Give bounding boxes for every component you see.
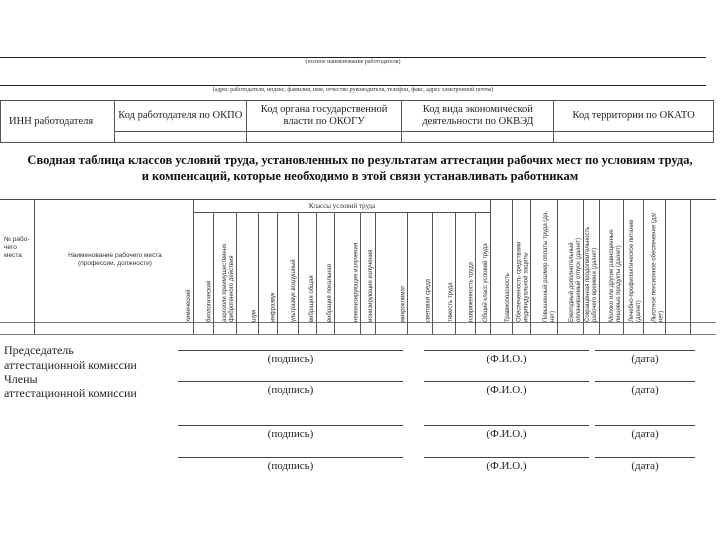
data-cell[interactable]	[455, 321, 475, 334]
date-line[interactable]	[595, 381, 695, 382]
data-cell[interactable]	[316, 321, 334, 334]
column-header-label: неионизирующие излучения	[353, 242, 359, 322]
employer-name-caption: (полное наименование работодателя)	[305, 59, 401, 65]
summary-table-data-row[interactable]	[0, 321, 716, 335]
column-header-label: биологический	[206, 280, 212, 322]
document-title	[0, 152, 720, 184]
column-header-label: Общий класс условий труда	[483, 243, 489, 322]
signature-caption: (подпись)	[267, 384, 314, 396]
full-name-line[interactable]	[424, 350, 589, 351]
employer-address-line[interactable]	[0, 85, 706, 86]
column-header-label: ультразвук воздушный	[291, 259, 297, 322]
chair-label-1: Председатель	[4, 343, 74, 357]
okato-header: Код территории по ОКАТО	[554, 101, 714, 132]
data-cell[interactable]	[512, 321, 530, 334]
okved-value[interactable]	[402, 132, 554, 143]
inn-header: ИНН работодателя	[1, 101, 115, 143]
members-label-1: Члены	[4, 372, 38, 386]
signature-line[interactable]	[178, 350, 403, 351]
members-label-2: аттестационной комиссии	[4, 386, 137, 400]
employer-name-line[interactable]	[0, 57, 706, 58]
column-header-label: Ежегодный дополнительный оплачиваемый отпуск (да/нет)	[569, 237, 582, 322]
okato-value[interactable]	[554, 132, 714, 143]
data-cell[interactable]	[432, 321, 455, 334]
column-header-label: шум	[251, 310, 257, 322]
data-cell[interactable]	[643, 321, 665, 334]
data-cell[interactable]	[475, 321, 490, 334]
column-header-label: химический	[186, 289, 192, 322]
data-cell[interactable]	[407, 321, 432, 334]
okved-header: Код вида экономической деятельности по ОКВЭД	[402, 101, 554, 132]
column-header-label: напряженность труда	[468, 262, 474, 322]
column-header-label: Лечебно-профилактическое питание (да/нет)	[629, 219, 642, 322]
data-cell[interactable]	[360, 321, 375, 334]
date-line[interactable]	[595, 425, 695, 426]
date-caption: (дата)	[631, 353, 659, 365]
data-cell[interactable]	[490, 321, 512, 334]
column-header-label: ионизирующие излучения	[368, 249, 374, 322]
data-cell[interactable]	[277, 321, 298, 334]
chair-label-2: аттестационной комиссии	[4, 358, 137, 372]
okogu-value[interactable]	[246, 132, 402, 143]
date-line[interactable]	[595, 350, 695, 351]
full-name-caption: (Ф.И.О.)	[486, 428, 527, 440]
column-header-label: Обеспеченность средствами индивидуальной защиты	[516, 241, 529, 322]
column-header-label: вибрация общая	[309, 275, 315, 322]
data-cell[interactable]	[530, 321, 557, 334]
title-line-1: Сводная таблица классов условий труда, установленных по результатам аттестации рабочих мест по условиям труда,	[27, 153, 693, 167]
col-number-header	[0, 200, 34, 322]
summary-table-header	[0, 199, 716, 323]
col-name-label: Наименование рабочего места (профессии, должности)	[68, 252, 162, 267]
signature-line[interactable]	[178, 425, 403, 426]
title-line-2: и компенсаций, которые необходимо в этой связи устанавливать работникам	[141, 169, 579, 183]
data-cell[interactable]	[213, 321, 236, 334]
column-header-label: микроклимат	[400, 285, 406, 322]
signature-line[interactable]	[178, 457, 403, 458]
data-cell[interactable]	[583, 321, 599, 334]
data-cell[interactable]	[599, 321, 623, 334]
data-cell[interactable]	[298, 321, 316, 334]
data-cell[interactable]	[34, 321, 193, 334]
column-header-label: Молоко или другие равноценные пищевые продукты (да/нет)	[609, 229, 622, 322]
data-cell[interactable]	[375, 321, 407, 334]
full-name-caption: (Ф.И.О.)	[486, 384, 527, 396]
data-cell[interactable]	[557, 321, 583, 334]
signature-caption: (подпись)	[267, 460, 314, 472]
column-header-label: Льготное пенсионное обеспечение (да/нет)	[651, 212, 664, 322]
column-header-label: Сокращенная продолжительность рабочего времени (да/нет)	[585, 226, 598, 322]
data-cell[interactable]	[258, 321, 277, 334]
extra-column-header	[651, 200, 690, 322]
data-cell[interactable]	[334, 321, 360, 334]
col-name-header	[34, 200, 193, 322]
signature-caption: (подпись)	[267, 428, 314, 440]
data-cell[interactable]	[665, 321, 690, 334]
column-header-label: тяжесть труда	[448, 282, 454, 322]
class-group-label: Классы условий труда	[308, 202, 376, 210]
full-name-caption: (Ф.И.О.)	[486, 353, 527, 365]
full-name-line[interactable]	[424, 381, 589, 382]
full-name-line[interactable]	[424, 457, 589, 458]
date-line[interactable]	[595, 457, 695, 458]
full-name-caption: (Ф.И.О.)	[486, 460, 527, 472]
column-header-label: световая среда	[425, 278, 431, 322]
column-header-label: Травмоопасность	[505, 272, 511, 322]
employer-codes-table	[0, 100, 714, 143]
column-header-label: инфразвук	[270, 292, 276, 322]
col-number-label: № рабо-чего места	[4, 236, 30, 259]
date-caption: (дата)	[631, 384, 659, 396]
date-caption: (дата)	[631, 460, 659, 472]
column-header-label: Повышенный размер оплаты труда (да, нет)	[543, 211, 556, 322]
okogu-header: Код органа государственной власти по ОКОГУ	[246, 101, 402, 132]
column-header-label: вибрация локальная	[327, 264, 333, 322]
data-cell[interactable]	[623, 321, 643, 334]
signature-caption: (подпись)	[267, 353, 314, 365]
okpo-value[interactable]	[114, 132, 246, 143]
okpo-header: Код работодателя по ОКПО	[114, 101, 246, 132]
data-cell[interactable]	[690, 321, 716, 334]
extra-column-header	[690, 200, 716, 322]
class-group-header	[193, 200, 490, 213]
data-cell[interactable]	[193, 321, 213, 334]
full-name-line[interactable]	[424, 425, 589, 426]
signature-line[interactable]	[178, 381, 403, 382]
data-cell[interactable]	[236, 321, 258, 334]
employer-address-caption: (адрес работодателя, индекс, фамилия, имя, отчество руководителя, телефон, факс, адрес электронной почты)	[212, 87, 494, 93]
column-header-label: аэрозоли преимущественно фиброгенного действия	[222, 243, 235, 322]
date-caption: (дата)	[631, 428, 659, 440]
